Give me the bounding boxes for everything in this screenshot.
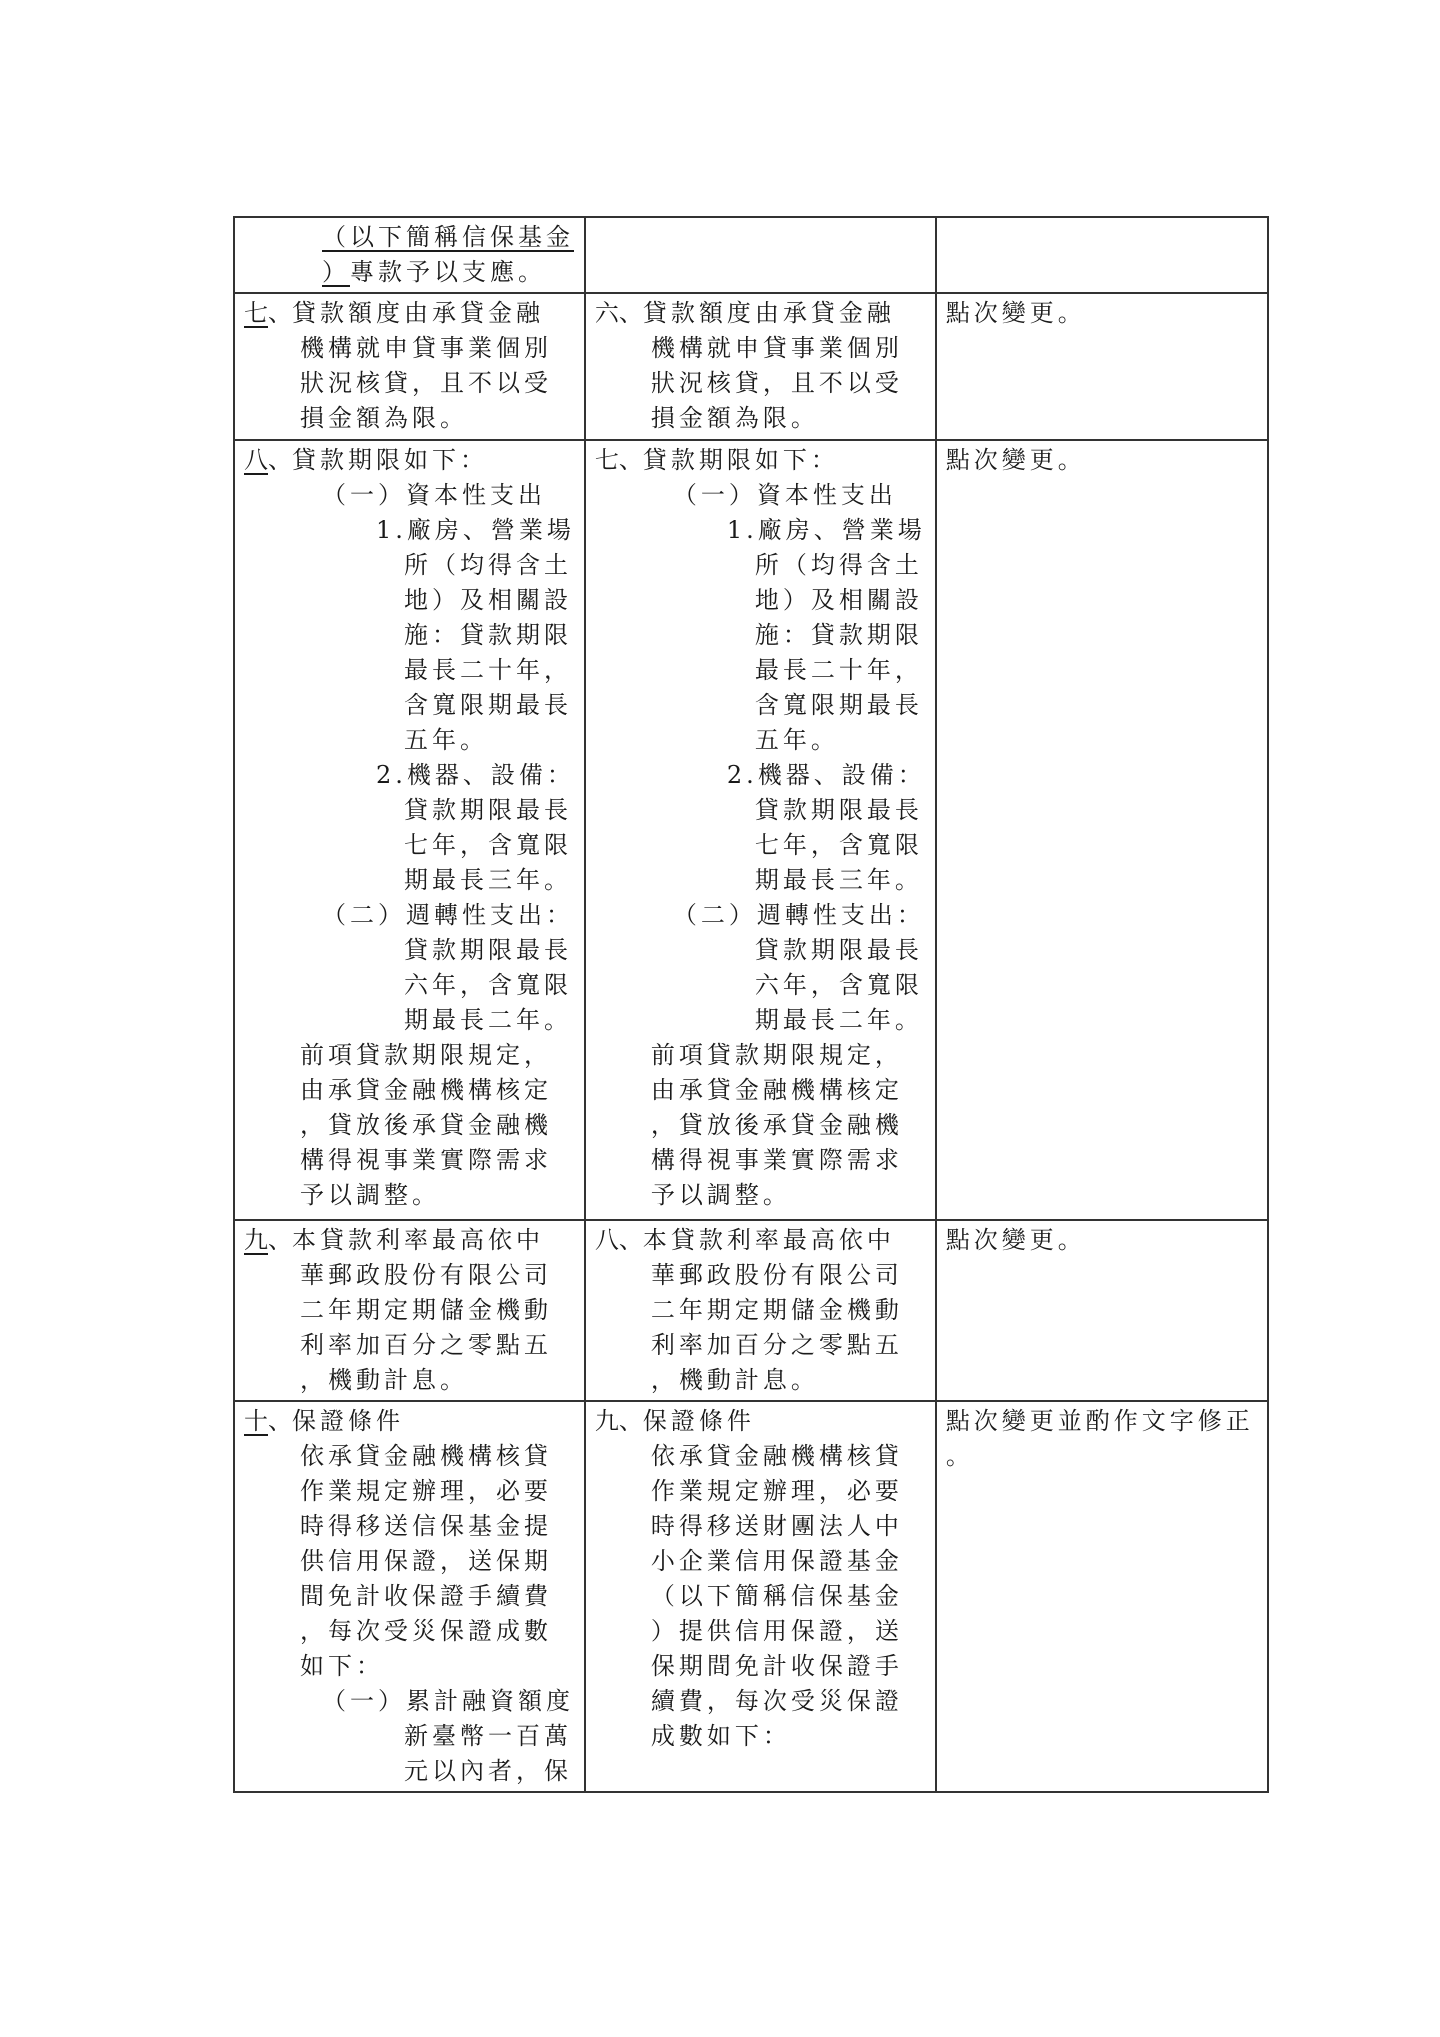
line-text: 予以調整。: [300, 1181, 440, 1209]
text-line: [595, 828, 926, 863]
text-line: [244, 1509, 575, 1544]
text-line: [595, 401, 926, 436]
text-line: [244, 1649, 575, 1684]
text-line: [595, 1038, 926, 1073]
text-line: [595, 1719, 926, 1754]
explanation-cell: [936, 217, 1268, 293]
explanation-cell: [936, 1220, 1268, 1401]
line-text: 。: [945, 1442, 974, 1470]
text-line: [244, 1293, 575, 1328]
amended-text-cell: [234, 217, 585, 293]
text-line: [595, 513, 926, 548]
item-number: 九: [594, 1407, 619, 1435]
line-text: 保證條件: [642, 1407, 755, 1435]
line-text: 機構就申貸事業個別: [300, 334, 552, 362]
line-text: 2.機器、設備：: [376, 761, 575, 789]
line-text: ，機動計息。: [300, 1366, 468, 1394]
line-text: 所（均得含土: [404, 551, 572, 579]
current-text-cell: [585, 293, 936, 440]
line-text: 依承貸金融機構核貸: [650, 1442, 903, 1470]
line-text: （一）累計融資額度: [322, 1687, 574, 1715]
line-text: 2.機器、設備：: [726, 761, 926, 789]
text-line: [244, 583, 575, 618]
text-line: [595, 1684, 926, 1719]
text-line: [595, 1328, 926, 1363]
line-text: 貸款期限最長: [404, 796, 572, 824]
text-line: [595, 1143, 926, 1178]
text-line: [595, 863, 926, 898]
text-line: [244, 828, 575, 863]
text-line: [595, 1003, 926, 1038]
text-line: [595, 1293, 926, 1328]
text-line: [946, 1439, 1258, 1474]
line-text: 施：貸款期限: [754, 621, 923, 649]
text-line: [595, 1579, 926, 1614]
line-text: 構得視事業實際需求: [650, 1146, 903, 1174]
amended-text-cell: [234, 1401, 585, 1792]
text-line: [244, 1073, 575, 1108]
line-text: 貸款期限如下：: [292, 446, 488, 474]
text-line: [244, 1038, 575, 1073]
line-text: 期最長二年。: [404, 1006, 572, 1034]
line-text: ，每次受災保證成數: [300, 1617, 552, 1645]
text-line: [595, 1404, 926, 1439]
line-text: 續費，每次受災保證: [650, 1687, 903, 1715]
text-line: [595, 1178, 926, 1213]
text-line: [244, 863, 575, 898]
item-number: 七: [244, 299, 268, 327]
line-text: 含寬限期最長: [404, 691, 572, 719]
enumeration-comma: 、: [268, 1226, 292, 1254]
line-text: 前項貸款期限規定，: [650, 1041, 903, 1069]
line-text: 所（均得含土: [754, 551, 923, 579]
text-line: [595, 758, 926, 793]
text-line: [595, 793, 926, 828]
line-text: 七年，含寬限: [404, 831, 572, 859]
text-line: [244, 933, 575, 968]
line-text: 狀況核貸，且不以受: [650, 369, 903, 397]
line-text: 最長二十年，: [754, 656, 923, 684]
line-text: 1.廠房、營業場: [726, 516, 926, 544]
line-text: 二年期定期儲金機動: [650, 1296, 903, 1324]
text-line: [595, 1509, 926, 1544]
line-text: 點次變更。: [945, 299, 1086, 327]
line-text: 華郵政股份有限公司: [650, 1261, 903, 1289]
text-line: [595, 1614, 926, 1649]
line-text: 間免計收保證手續費: [300, 1582, 552, 1610]
line-text: 如下：: [300, 1652, 384, 1680]
text-line: [595, 1649, 926, 1684]
line-text: （二）週轉性支出：: [672, 901, 925, 929]
text-line: [244, 220, 575, 255]
text-line: [595, 583, 926, 618]
text-line: [595, 1258, 926, 1293]
text-line: [244, 793, 575, 828]
item-number: 六: [594, 299, 619, 327]
text-line: [244, 1474, 575, 1509]
amended-text-cell: [234, 293, 585, 440]
line-text: 元以內者，保: [404, 1757, 572, 1785]
line-text: 構得視事業實際需求: [300, 1146, 552, 1174]
text-line: [244, 1258, 575, 1293]
explanation-cell: [936, 1401, 1268, 1792]
text-line: [244, 1439, 575, 1474]
item-number: 八: [594, 1226, 619, 1254]
text-line: [244, 1754, 575, 1789]
text-line: [244, 898, 575, 933]
text-line: [244, 366, 575, 401]
explanation-cell: [936, 293, 1268, 440]
text-line: [244, 618, 575, 653]
line-text: 華郵政股份有限公司: [300, 1261, 552, 1289]
text-line: [244, 1614, 575, 1649]
current-text-cell: [585, 217, 936, 293]
plain-fragment: 專款予以支應。: [350, 258, 546, 286]
current-text-cell: [585, 440, 936, 1220]
amended-text-cell: [234, 440, 585, 1220]
line-text: 含寬限期最長: [754, 691, 923, 719]
line-text: ，貸放後承貸金融機: [650, 1111, 903, 1139]
text-line: [595, 1544, 926, 1579]
text-line: [244, 1328, 575, 1363]
table-row: [234, 1401, 1268, 1792]
text-line: [595, 443, 926, 478]
line-text: 利率加百分之零點五: [300, 1331, 552, 1359]
text-line: [244, 1579, 575, 1614]
text-line: [244, 688, 575, 723]
table-row: [234, 217, 1268, 293]
text-line: [244, 255, 575, 290]
text-line: [595, 366, 926, 401]
line-text: 作業規定辦理，必要: [300, 1477, 552, 1505]
enumeration-comma: 、: [268, 1407, 292, 1435]
text-line: [946, 1223, 1258, 1258]
line-text: 前項貸款期限規定，: [300, 1041, 552, 1069]
line-text: 小企業信用保證基金: [650, 1547, 903, 1575]
text-line: [244, 331, 575, 366]
text-line: [244, 1404, 575, 1439]
text-line: [595, 548, 926, 583]
line-text: 施：貸款期限: [404, 621, 572, 649]
line-text: （以下簡稱信保基金: [650, 1582, 903, 1610]
line-text: 時得移送財團法人中: [650, 1512, 903, 1540]
line-text: 保期間免計收保證手: [650, 1652, 903, 1680]
text-line: [595, 933, 926, 968]
line-text: 依承貸金融機構核貸: [300, 1442, 552, 1470]
line-text: 由承貸金融機構核定: [650, 1076, 903, 1104]
text-line: [946, 1404, 1258, 1439]
line-text: 五年。: [404, 726, 488, 754]
line-text: 由承貸金融機構核定: [300, 1076, 552, 1104]
line-text: ）提供信用保證，送: [650, 1617, 903, 1645]
item-number: 八: [244, 446, 268, 474]
line-text: 貸款期限最長: [754, 796, 923, 824]
line-text: 成數如下：: [650, 1722, 791, 1750]
text-line: [595, 1474, 926, 1509]
line-text: （一）資本性支出: [322, 481, 546, 509]
line-text: 損金額為限。: [650, 404, 819, 432]
text-line: [244, 1108, 575, 1143]
text-line: [244, 723, 575, 758]
text-line: [244, 513, 575, 548]
line-text: 本貸款利率最高依中: [292, 1226, 544, 1254]
text-line: [595, 653, 926, 688]
line-text: 貸款期限如下：: [642, 446, 839, 474]
line-text: 利率加百分之零點五: [650, 1331, 903, 1359]
text-line: [595, 688, 926, 723]
line-text: ，機動計息。: [650, 1366, 819, 1394]
line-text: ，貸放後承貸金融機: [300, 1111, 552, 1139]
item-number: 十: [244, 1407, 268, 1435]
line-text: 作業規定辦理，必要: [650, 1477, 903, 1505]
text-line: [244, 478, 575, 513]
text-line: [244, 1719, 575, 1754]
text-line: [244, 1544, 575, 1579]
current-text-cell: [585, 1220, 936, 1401]
line-text: 期最長三年。: [754, 866, 923, 894]
amended-text-cell: [234, 1220, 585, 1401]
line-text: 地）及相關設: [754, 586, 923, 614]
line-text: （一）資本性支出: [672, 481, 897, 509]
line-text: 貸款額度由承貸金融: [642, 299, 895, 327]
line-text: 予以調整。: [650, 1181, 791, 1209]
enumeration-comma: 、: [618, 1226, 643, 1254]
line-text: 六年，含寬限: [404, 971, 572, 999]
enumeration-comma: 、: [618, 299, 643, 327]
line-text: 五年。: [754, 726, 839, 754]
underlined-fragment: ）: [322, 258, 350, 286]
text-line: [595, 723, 926, 758]
line-text: 點次變更。: [945, 446, 1086, 474]
line-text: 貸款額度由承貸金融: [292, 299, 544, 327]
line-text: 最長二十年，: [404, 656, 572, 684]
text-line: [244, 296, 575, 331]
item-number: 九: [244, 1226, 268, 1254]
text-line: [595, 1439, 926, 1474]
text-line: [595, 331, 926, 366]
text-line: [244, 758, 575, 793]
text-line: [595, 898, 926, 933]
line-text: 點次變更。: [945, 1226, 1086, 1254]
enumeration-comma: 、: [268, 446, 292, 474]
text-line: [244, 443, 575, 478]
line-text: 機構就申貸事業個別: [650, 334, 903, 362]
text-line: [244, 1178, 575, 1213]
line-text: 貸款期限最長: [404, 936, 572, 964]
text-line: [946, 443, 1258, 478]
text-line: [244, 1684, 575, 1719]
item-number: 七: [594, 446, 619, 474]
text-line: [946, 296, 1258, 331]
text-line: [244, 653, 575, 688]
text-line: [244, 548, 575, 583]
table-row: [234, 1220, 1268, 1401]
line-text: 新臺幣一百萬: [404, 1722, 572, 1750]
comparison-table: [233, 216, 1269, 1793]
text-line: [244, 968, 575, 1003]
text-line: [244, 401, 575, 436]
line-text: 二年期定期儲金機動: [300, 1296, 552, 1324]
line-text: 損金額為限。: [300, 404, 468, 432]
line-text: 地）及相關設: [404, 586, 572, 614]
text-line: [595, 968, 926, 1003]
line-text: 供信用保證，送保期: [300, 1547, 552, 1575]
line-text: 期最長二年。: [754, 1006, 923, 1034]
line-text: 本貸款利率最高依中: [642, 1226, 895, 1254]
line-text: 時得移送信保基金提: [300, 1512, 552, 1540]
text-line: [595, 1073, 926, 1108]
enumeration-comma: 、: [618, 1407, 643, 1435]
line-text: 1.廠房、營業場: [376, 516, 575, 544]
text-line: [244, 1003, 575, 1038]
line-text: 七年，含寬限: [754, 831, 923, 859]
table-row: [234, 293, 1268, 440]
line-text: 貸款期限最長: [754, 936, 923, 964]
line-text: （二）週轉性支出：: [322, 901, 574, 929]
line-text: （以下簡稱信保基金: [322, 223, 574, 251]
text-line: [595, 618, 926, 653]
table-row: [234, 440, 1268, 1220]
line-text: 狀況核貸，且不以受: [300, 369, 552, 397]
line-text: 六年，含寬限: [754, 971, 923, 999]
text-line: [244, 1143, 575, 1178]
text-line: [244, 1363, 575, 1398]
line-text: 點次變更並酌作文字修正: [945, 1407, 1254, 1435]
text-line: [595, 1363, 926, 1398]
explanation-cell: [936, 440, 1268, 1220]
current-text-cell: [585, 1401, 936, 1792]
line-text: 保證條件: [292, 1407, 404, 1435]
text-line: [595, 1223, 926, 1258]
text-line: [595, 478, 926, 513]
text-line: [595, 1108, 926, 1143]
enumeration-comma: 、: [618, 446, 643, 474]
line-text: 期最長三年。: [404, 866, 572, 894]
enumeration-comma: 、: [268, 299, 292, 327]
text-line: [595, 296, 926, 331]
text-line: [244, 1223, 575, 1258]
line-text: [322, 258, 546, 286]
